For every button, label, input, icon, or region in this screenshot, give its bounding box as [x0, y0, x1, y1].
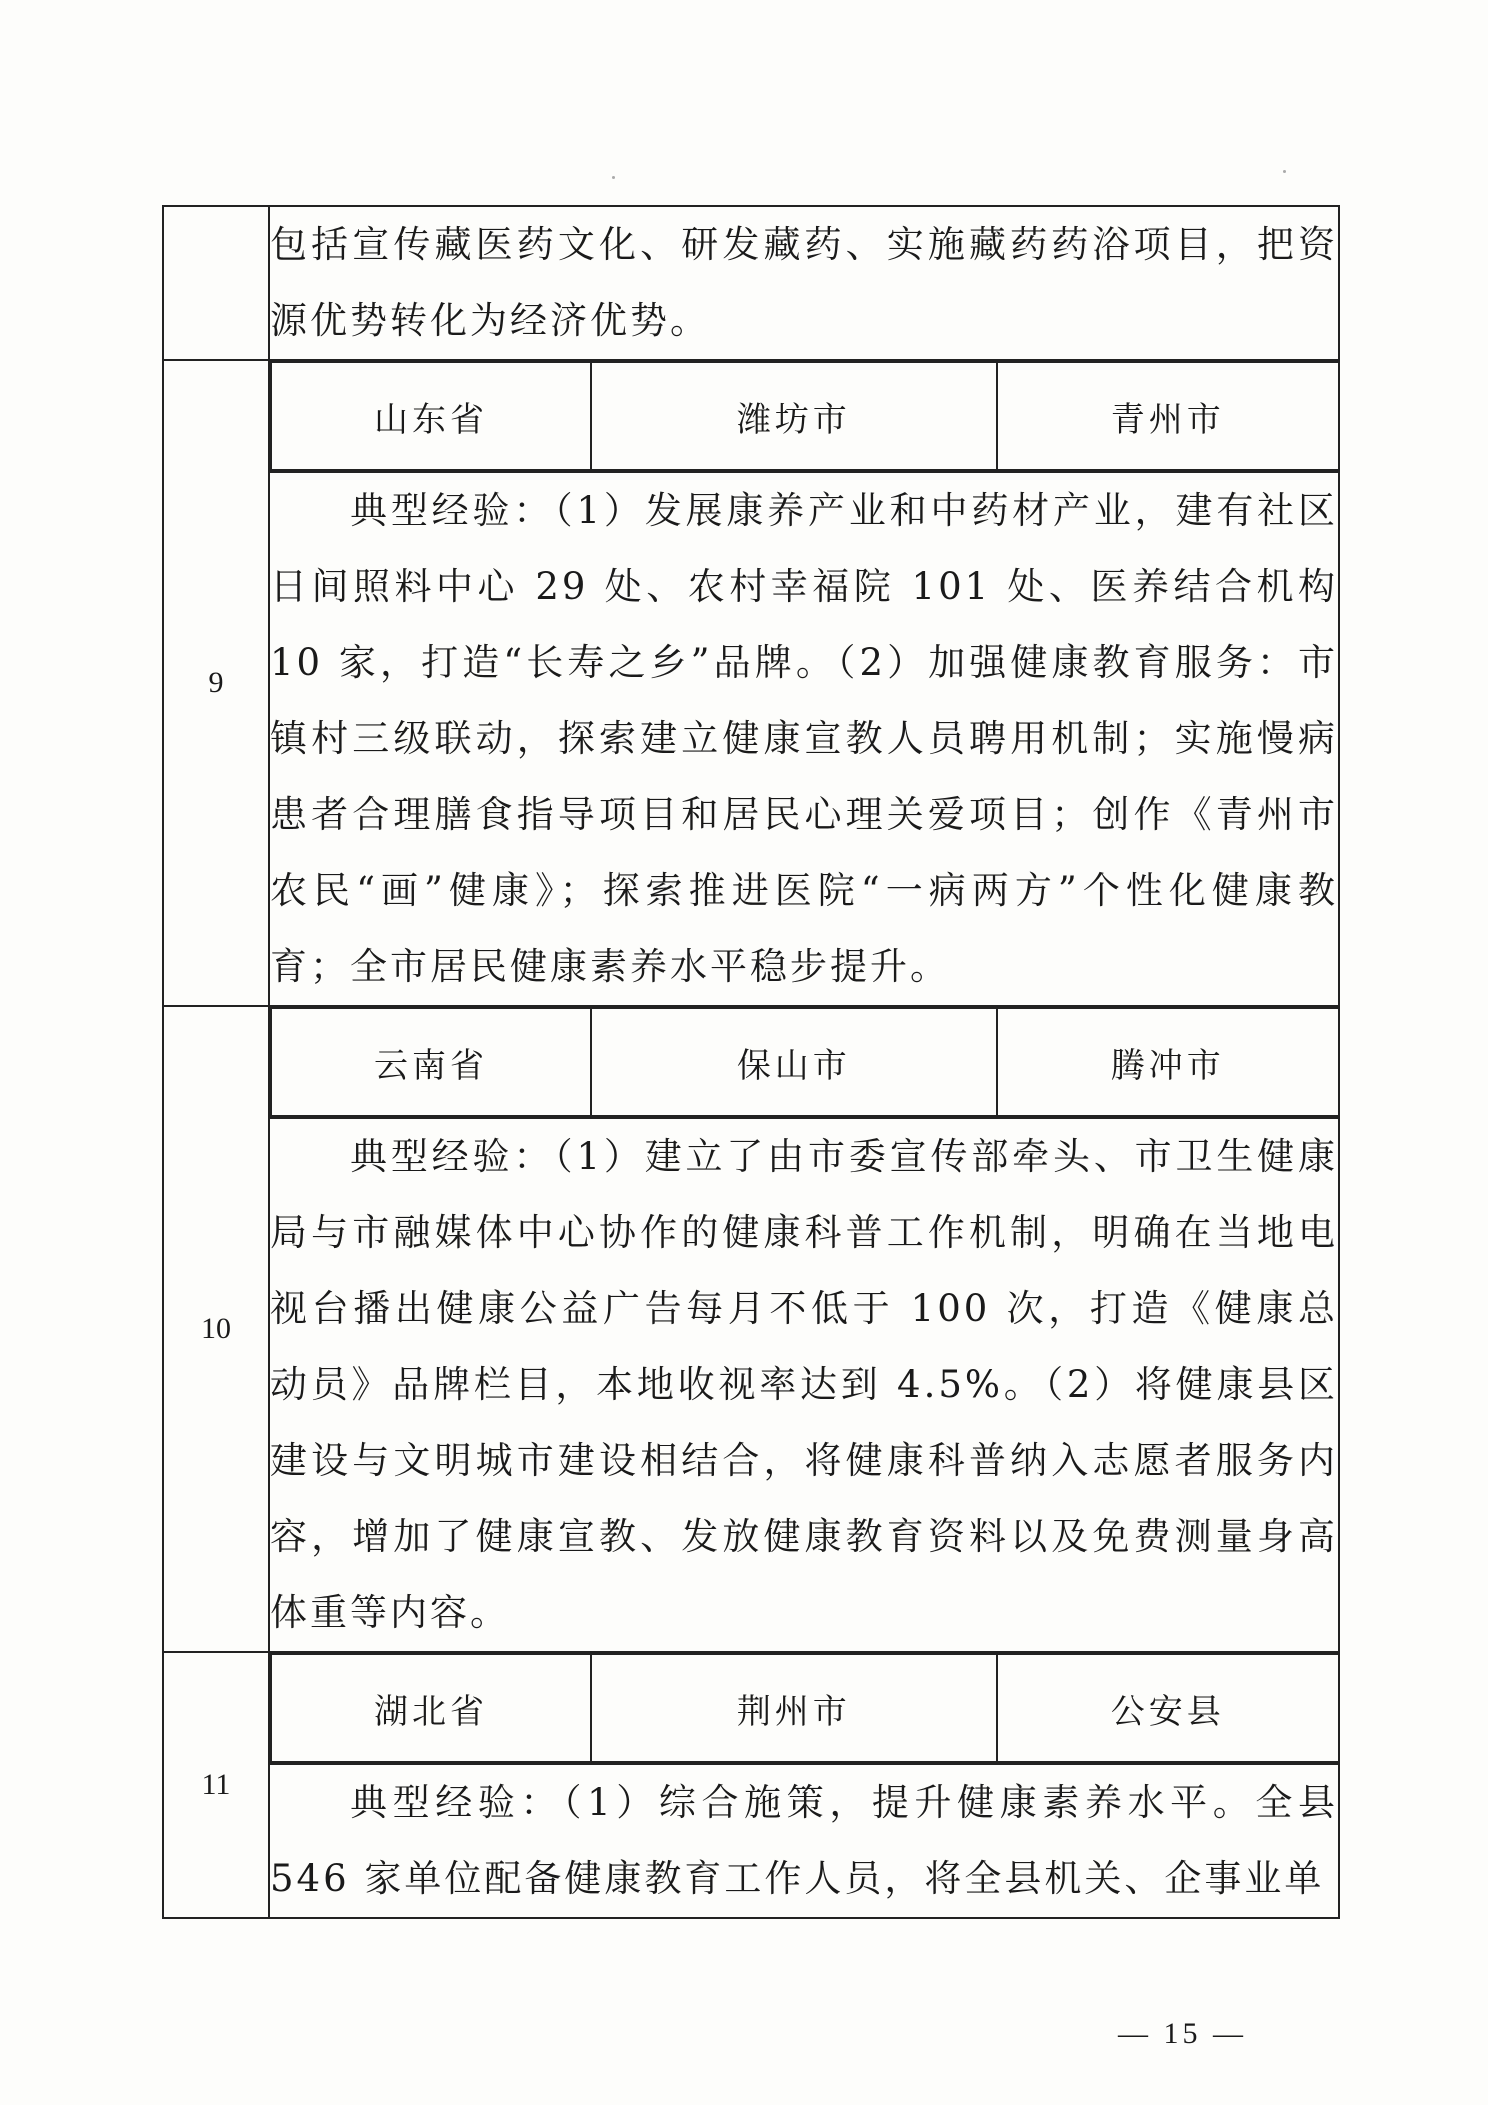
continuation-text: 包括宣传藏医药文化、研发藏药、实施藏药药浴项目，把资源优势转化为经济优势。	[270, 223, 1338, 342]
row-number-empty	[163, 206, 269, 360]
location-cell	[269, 360, 1339, 472]
experience-text: 典型经验：（1）建立了由市委宣传部牵头、市卫生健康局与市融媒体中心协作的健康科普工作机制，明确在当地电视台播出健康公益广告每月不低于 100 次，打造《健康总动员》品牌栏目，本地收视率达到 4.5%。（2）将健康县区建设与文明城市建设相结合，将健康科普纳入志愿者服务内容，增加了健康宣教、发放健康教育资料以及免费测量身高体重等内容。	[270, 1135, 1338, 1634]
row-number: 11	[163, 1652, 269, 1918]
scan-speck	[612, 176, 615, 179]
province-name: 山东省	[271, 362, 591, 470]
experience-cell	[269, 1118, 1339, 1652]
row-number: 9	[163, 360, 269, 1006]
table-row-experience	[163, 1764, 1339, 1918]
experience-cell	[269, 1764, 1339, 1918]
table-row-continuation	[163, 206, 1339, 360]
table-row-location	[163, 1652, 1339, 1764]
location-table	[270, 1653, 1338, 1763]
county-name: 青州市	[997, 362, 1338, 470]
county-name: 腾冲市	[997, 1008, 1338, 1116]
location-cell	[269, 1006, 1339, 1118]
table-row-experience	[163, 1118, 1339, 1652]
province-name: 云南省	[271, 1008, 591, 1116]
location-table	[270, 1007, 1338, 1117]
page-number: — 15 —	[1118, 2017, 1247, 2050]
table-row-location	[163, 1006, 1339, 1118]
county-name: 公安县	[997, 1654, 1338, 1762]
location-table	[270, 361, 1338, 471]
demonstration-county-table	[162, 205, 1340, 1919]
row-number: 10	[163, 1006, 269, 1652]
experience-cell	[269, 472, 1339, 1006]
location-cell	[269, 1652, 1339, 1764]
table-row-experience	[163, 472, 1339, 1006]
scan-speck	[1283, 170, 1286, 173]
city-name: 保山市	[591, 1008, 996, 1116]
province-name: 湖北省	[271, 1654, 591, 1762]
continuation-cell	[269, 206, 1339, 360]
city-name: 潍坊市	[591, 362, 996, 470]
experience-text: 典型经验：（1）综合施策，提升健康素养水平。全县 546 家单位配备健康教育工作人员，将全县机关、企事业单	[270, 1781, 1338, 1900]
city-name: 荆州市	[591, 1654, 996, 1762]
table-row-location	[163, 360, 1339, 472]
experience-text: 典型经验：（1）发展康养产业和中药材产业，建有社区日间照料中心 29 处、农村幸福院 101 处、医养结合机构 10 家，打造“长寿之乡”品牌。（2）加强健康教育服务：市镇村三级联动，探索建立健康宣教人员聘用机制；实施慢病患者合理膳食指导项目和居民心理关爱项目；创作《青州市农民“画”健康》；探索推进医院“一病两方”个性化健康教育；全市居民健康素养水平稳步提升。	[270, 489, 1338, 988]
